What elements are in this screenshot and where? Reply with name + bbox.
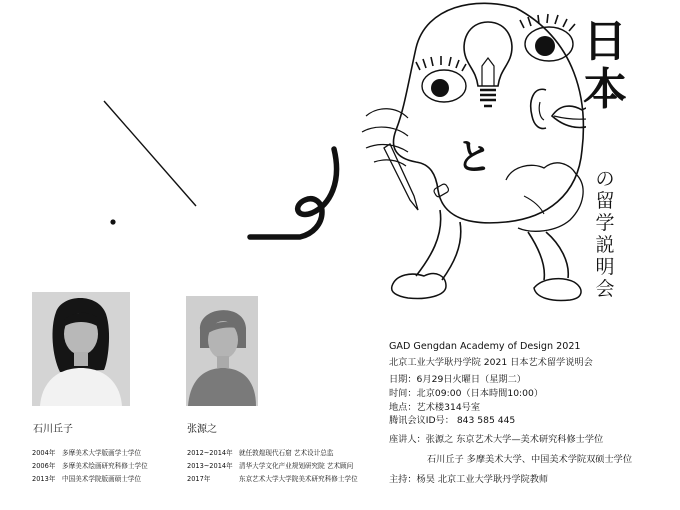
cv-text: 多摩美术绘画研究科修士学位: [62, 462, 148, 470]
page-subtitle: [592, 168, 618, 300]
brain-character: と: [456, 137, 493, 178]
title-char: 本: [583, 64, 627, 115]
cv-year: 2004年: [32, 449, 56, 457]
event-time: 时间：北京09:00（日本時間10:00）: [389, 388, 544, 399]
cv-text: 清华大学文化产业规划研究院 艺术顾问: [239, 462, 354, 470]
event-meeting-id: 腾讯会议ID号： 843 585 445: [389, 415, 516, 426]
page-title: [583, 18, 627, 114]
event-date: 日期：6月29日火曜日（星期二）: [389, 374, 526, 385]
subtitle-char: の: [595, 168, 615, 190]
cv-year: 2012~2014年: [187, 449, 233, 457]
speaker-name: 石川丘子: [33, 424, 73, 435]
speaker-photo: [186, 296, 258, 406]
cv-text: 中国美术学院版画硕士学位: [62, 475, 142, 483]
speaker-cv: [187, 447, 358, 486]
subtitle-char: 会: [595, 278, 615, 300]
speaker-photo: [32, 292, 130, 406]
cv-row: [187, 460, 358, 473]
speaker-cv: [32, 447, 148, 486]
cv-row: [187, 447, 358, 460]
subtitle-char: 説: [595, 234, 615, 256]
subtitle-char: 明: [595, 256, 615, 278]
title-char: 日: [583, 16, 627, 67]
cv-year: 2006年: [32, 462, 56, 470]
cv-text: 多摩美术大学版画学士学位: [62, 449, 142, 457]
event-cn-title: 北京工业大学耿丹学院 2021 日本艺术留学说明会: [389, 357, 593, 368]
cv-row: [32, 473, 148, 486]
cv-text: 就任敦煌现代石窟 艺术设计总监: [239, 449, 334, 457]
subtitle-char: 学: [595, 212, 615, 234]
event-host: 主持：杨昊 北京工业大学耿丹学院教师: [389, 474, 549, 485]
cv-row: [187, 473, 358, 486]
cv-row: [32, 447, 148, 460]
cv-year: 2013年: [32, 475, 56, 483]
event-speaker2: 石川丘子 多摩美术大学、中国美术学院双硕士学位: [427, 454, 633, 465]
abstract-strokes: [0, 0, 360, 260]
event-place: 地点：艺术楼314号室: [389, 402, 481, 413]
subtitle-char: 留: [595, 190, 615, 212]
cv-row: [32, 460, 148, 473]
event-en-title: GAD Gengdan Academy of Design 2021: [389, 341, 581, 352]
cv-year: 2017年: [187, 475, 211, 483]
event-speakers: 座讲人：张源之 东京艺术大学—美术研究科修士学位: [389, 434, 604, 445]
cv-year: 2013~2014年: [187, 462, 233, 470]
cv-text: 东京艺术大学大学院美术研究科修士学位: [239, 475, 358, 483]
speaker-name: 张源之: [187, 424, 217, 435]
